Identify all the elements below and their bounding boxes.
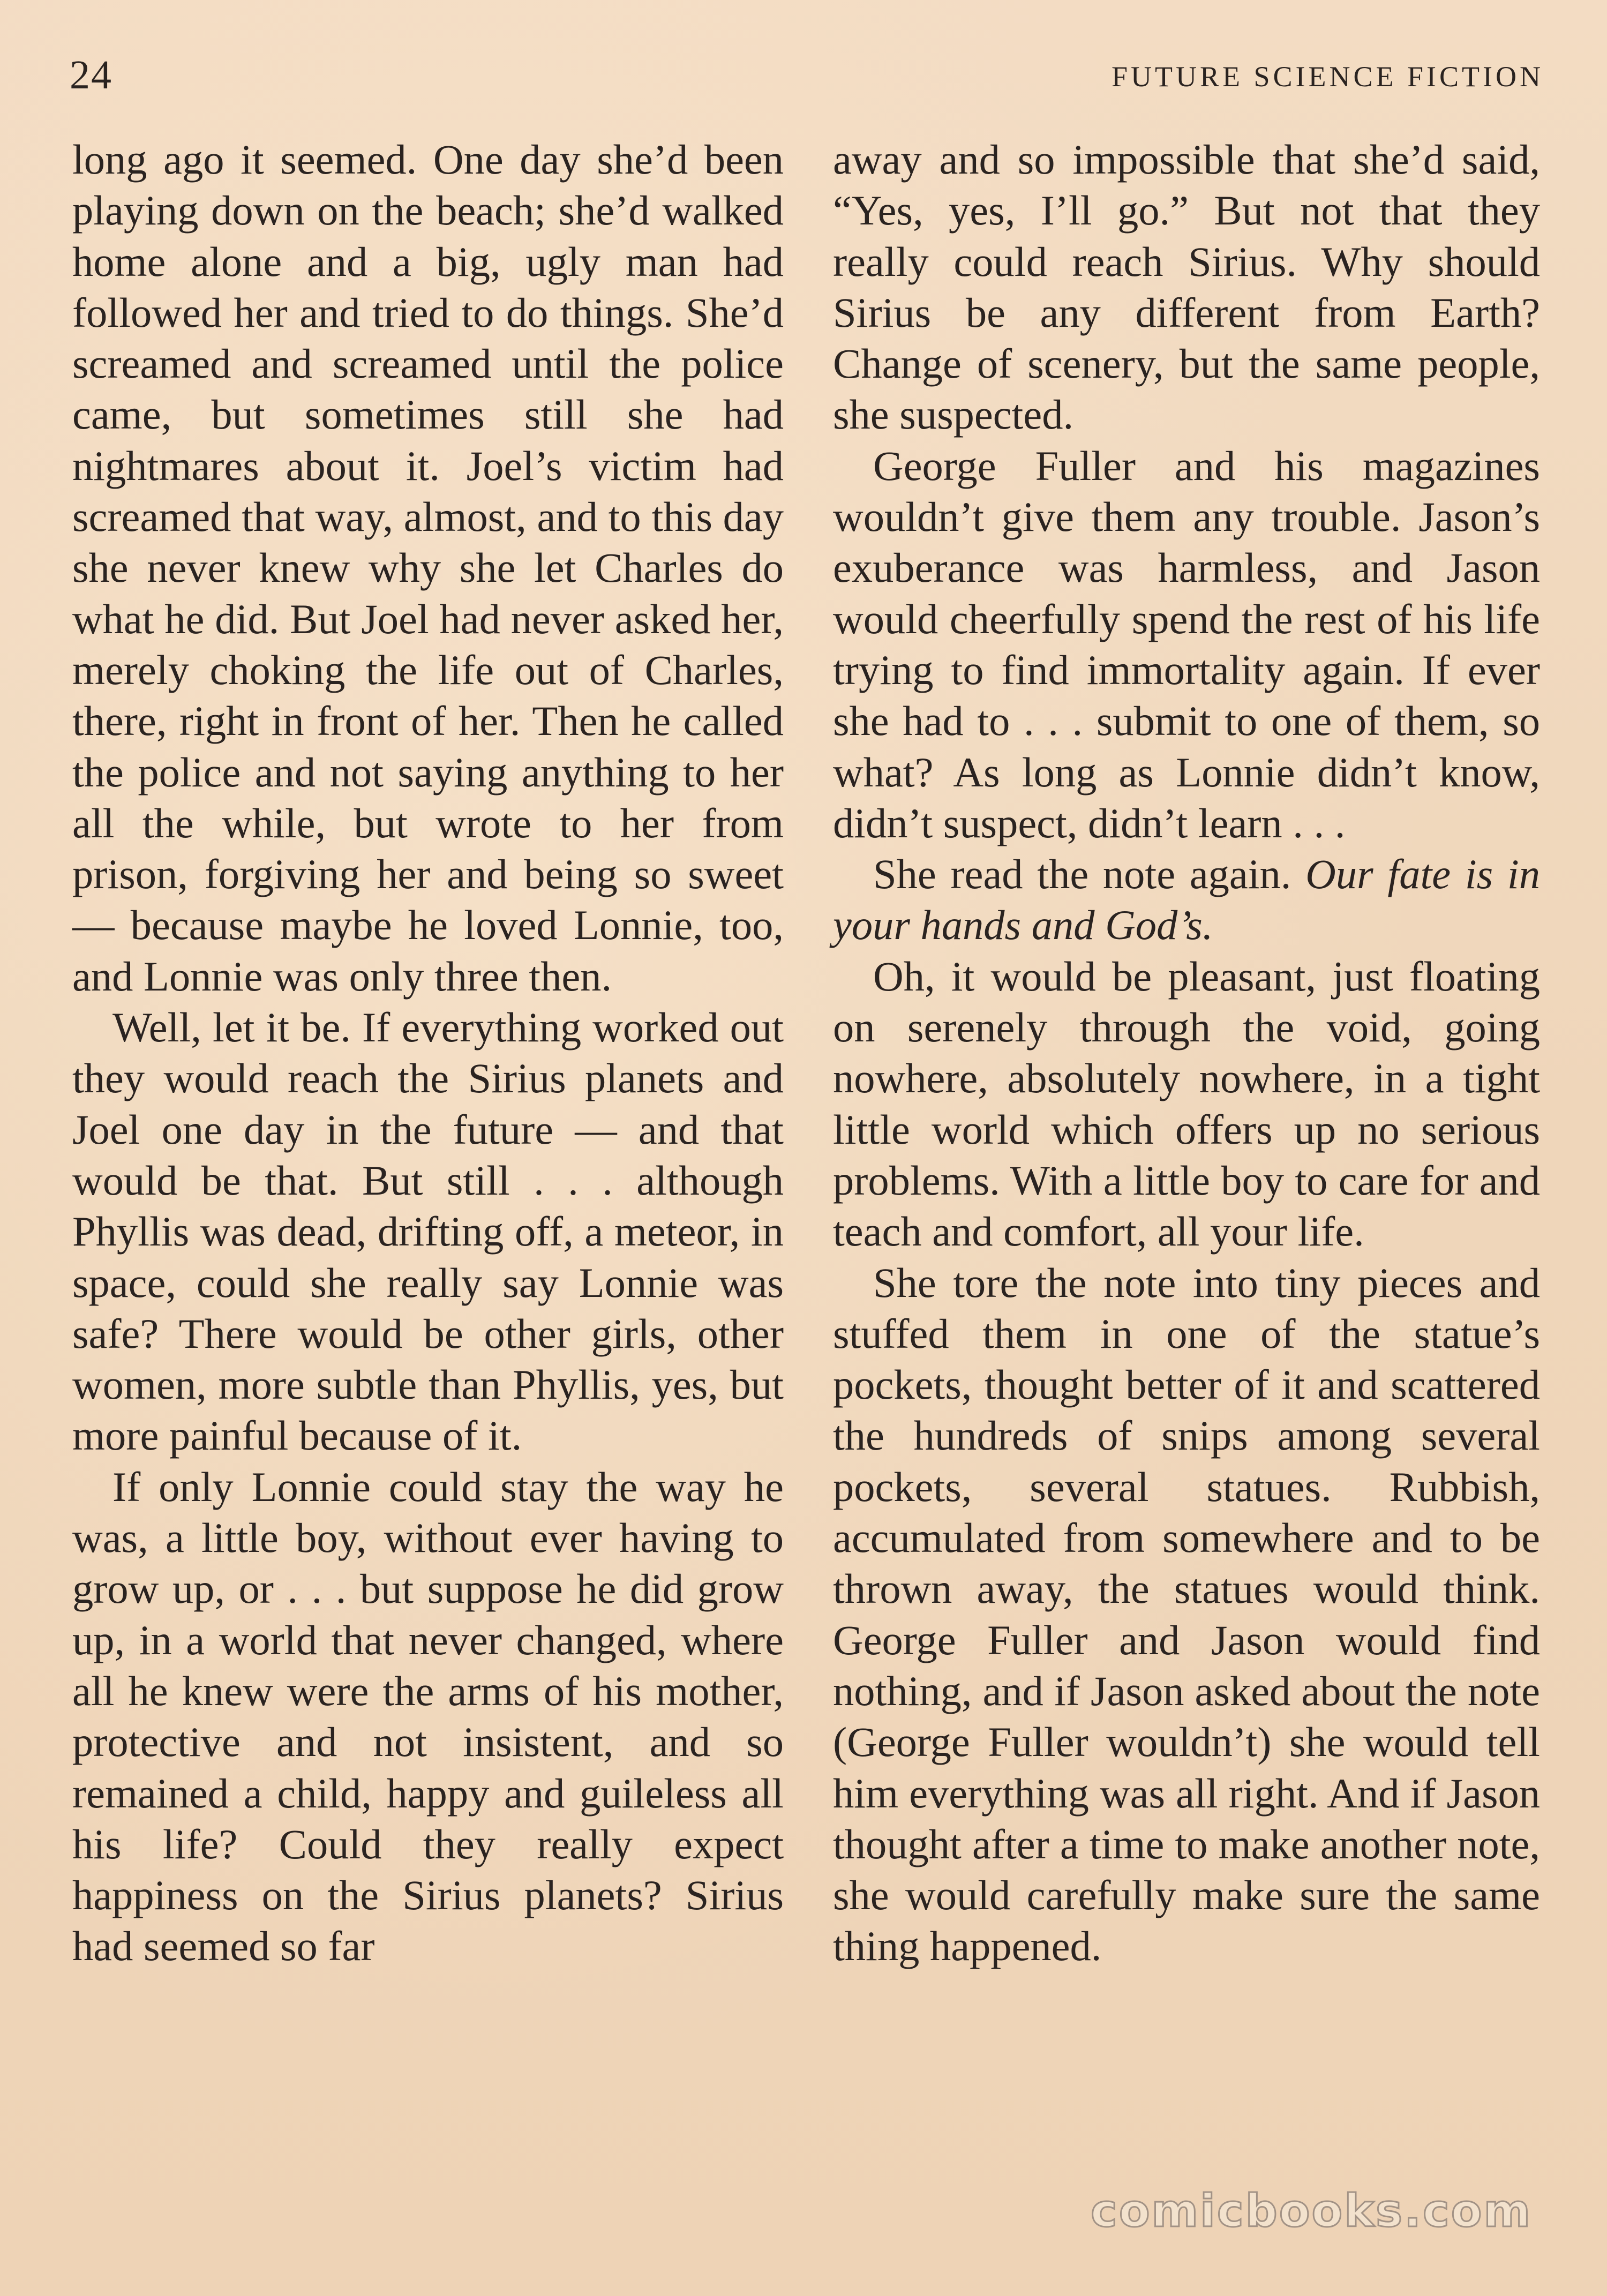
paragraph: If only Lonnie could stay the way he was, a little boy, without ever having to grow up, or . . . but suppose he did grow up, in a world that never changed, where all he knew were the arms of his mother, protective and not insistent, and so remained a child, happy and guileless all his life? Could they really expect happiness on the Sirius planets? Sirius had seemed so far — [72, 1463, 784, 1970]
paragraph: away and so impossible that she’d said, “Yes, yes, I’ll go.” But not that they really could reach Sirius. Why should Sirius be any different from Earth? Change of scenery, but the same people, she suspected. — [833, 136, 1540, 438]
paragraph: She tore the note into tiny pieces and stuffed them in one of the statue’s pockets, thought better of it and scattered the hundreds of snips among several pockets, several statues. Rubbish, accumulated from somewhere and to be thrown away, the statues would think. George Fuller and Jason would find nothing, and if Jason asked about the note (George Fuller wouldn’t) she would tell him everything was all right. And if Jason thought after a time to make another note, she would carefully make sure the same thing happened. — [833, 1259, 1540, 1970]
paragraph: Oh, it would be pleasant, just floating on serenely through the void, going nowhere, absolutely nowhere, in a tight little world which offers up no serious problems. With a little boy to care for and teach and comfort, all your life. — [833, 952, 1540, 1255]
text-column-left — [72, 134, 784, 1972]
paragraph: Well, let it be. If everything worked out they would reach the Sirius planets and Joel one day in the future — and that would be that. But still . . . although Phyllis was dead, drifting off, a meteor, in space, could she really say Lonnie was safe? There would be other girls, other women, more subtle than Phyllis, yes, but more painful because of it. — [72, 1004, 784, 1459]
paragraph — [833, 849, 1540, 951]
paragraph: long ago it seemed. One day she’d been playing down on the beach; she’d walked home alone and a big, ugly man had followed her and tried to do things. She’d screamed and screamed until the police came, but sometimes still she had nightmares about it. Joel’s victim had screamed that way, almost, and to this day she never knew why she let Charles do what he did. But Joel had never asked her, merely choking the life out of Charles, there, right in front of her. Then he called the police and not saying anything to her all the while, but wrote to her from prison, forgiving her and being so sweet — because maybe he loved Lonnie, too, and Lonnie was only three then. — [72, 136, 784, 1000]
paragraph-text: She read the note again. — [873, 851, 1291, 898]
page-number: 24 — [70, 52, 112, 97]
watermark-logo: comicbooks.com — [1091, 2185, 1532, 2237]
paragraph: George Fuller and his magazines wouldn’t give them any trouble. Jason’s exuberance was harmless, and Jason would cheerfully spend the rest of his life trying to find immortality again. If ever she had to . . . submit to one of them, so what? As long as Lonnie didn’t know, didn’t suspect, didn’t learn . . . — [833, 442, 1540, 846]
page-header — [70, 51, 1544, 99]
running-head: FUTURE SCIENCE FICTION — [1111, 61, 1544, 93]
text-column-right — [833, 134, 1540, 1972]
italic-quote: Our fate is in your hands and God’s. — [833, 851, 1540, 949]
